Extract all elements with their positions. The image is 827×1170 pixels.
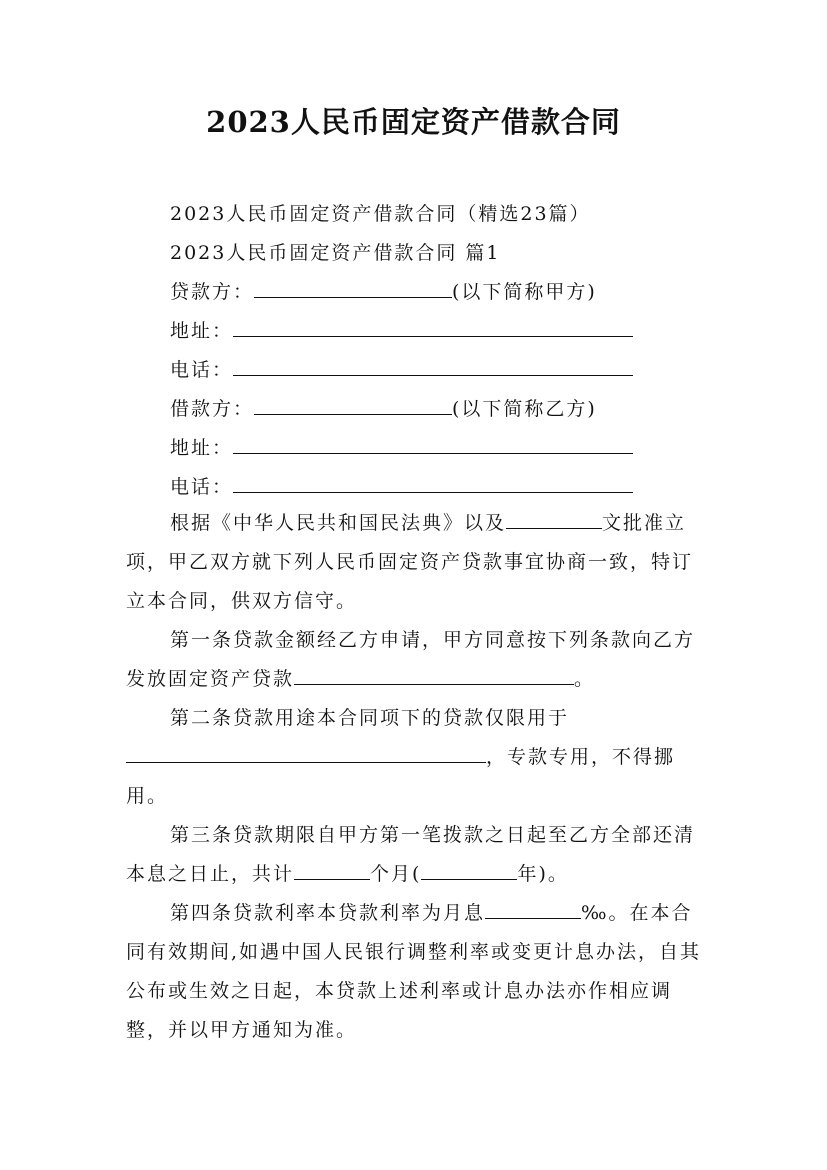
lender-address-blank xyxy=(233,318,633,337)
lender-label: 贷款方： xyxy=(170,281,255,303)
lender-suffix: (以下简称甲方) xyxy=(452,281,597,303)
article-4-interest: 第四条贷款利率本贷款利率为月息 ‰。在本合同有效期间,如遇中国人民银行调整利率或变更计息办法，自其公布或生效之日起，本贷款上述利率或计息办法亦作相应调整，并以甲方通知为准。 xyxy=(126,902,702,1041)
lender-phone-line xyxy=(170,355,633,382)
article-3-term: 第三条贷款期限自甲方第一笔拨款之日起至乙方全部还清本息之日止，共计 个月( 年)。 xyxy=(126,824,696,885)
loan-amount-blank xyxy=(294,666,574,685)
address-label: 地址： xyxy=(170,437,234,459)
borrower-line xyxy=(170,394,597,421)
approval-doc-blank xyxy=(506,510,602,529)
borrower-phone-blank xyxy=(233,474,633,493)
lender-address-line xyxy=(170,316,633,343)
borrower-address-line xyxy=(170,433,633,460)
article-1-amount: 第一条贷款金额经乙方申请，甲方同意按下列条款向乙方发放固定资产贷款 。 xyxy=(126,629,696,690)
document-title: 2023人民币固定资产借款合同 xyxy=(206,105,621,139)
phone-label: 电话： xyxy=(170,476,234,498)
article-2-purpose: 第二条贷款用途本合同项下的贷款仅限用于，专款专用，不得挪用。 xyxy=(126,707,676,807)
lender-blank xyxy=(254,279,452,298)
borrower-address-blank xyxy=(233,435,633,454)
paragraph-basis: 根据《中华人民共和国民法典》以及 文批准立项，甲乙双方就下列人民币固定资产贷款事宜协商一致，特订立本合同，供双方信守。 xyxy=(126,512,694,612)
lender-phone-blank xyxy=(233,357,633,376)
lender-line xyxy=(170,277,597,304)
borrower-suffix: (以下简称乙方) xyxy=(452,398,597,420)
borrower-blank xyxy=(254,396,452,415)
section-heading: 2023人民币固定资产借款合同 篇1 xyxy=(170,242,501,264)
borrower-label: 借款方： xyxy=(170,398,255,420)
document-subtitle: 2023人民币固定资产借款合同（精选23篇） xyxy=(170,203,591,225)
years-blank xyxy=(421,861,517,880)
interest-rate-blank xyxy=(485,900,581,919)
address-label: 地址： xyxy=(170,320,234,342)
loan-purpose-blank xyxy=(126,744,486,763)
borrower-phone-line xyxy=(170,472,633,499)
phone-label: 电话： xyxy=(170,359,234,381)
months-blank xyxy=(294,861,370,880)
